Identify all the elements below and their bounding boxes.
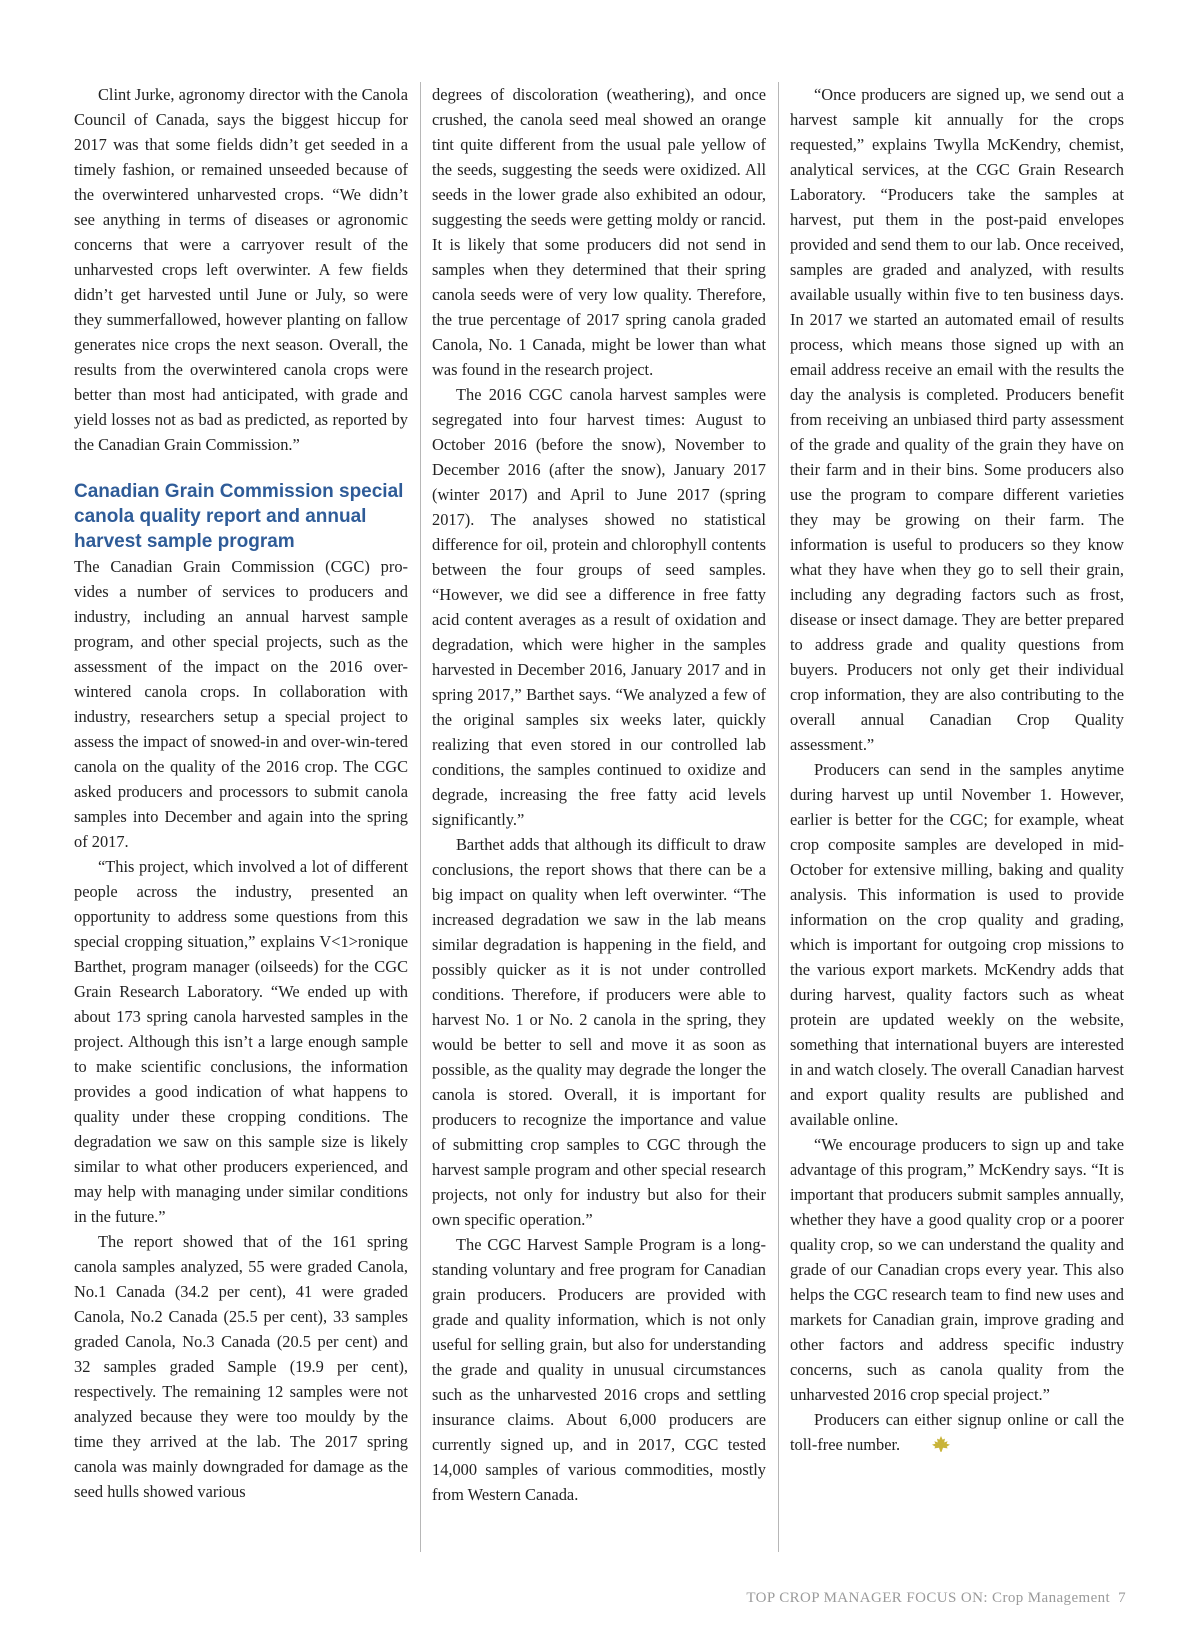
article-paragraph: The Canadian Grain Commission (CGC) pro-vides a number of services to producers and industry, including an annual harvest sample program, and other special projects, such as the assessment of the impact on the 2016 over-wintered canola crops. In collaboration with industry, researchers setup a special project to assess the impact of snowed-in and over-win-tered canola on the quality of the 2016 crop. The CGC asked producers and processors to submit canola samples into December and again into the spring of 2017. — [74, 557, 408, 851]
page-footer — [746, 1590, 1126, 1607]
article-paragraph: The 2016 CGC canola harvest samples were segregated into four harvest times: August to October 2016 (before the snow), November to December 2016 (after the snow), January 2017 (winter 2017) and April to June 2017 (spring 2017). The analyses showed no statistical difference for oil, protein and chlorophyll contents between the four groups of seed samples. “However, we did see a difference in free fatty acid content averages as a result of oxidation and degradation, which were higher in the samples harvested in December 2016, January 2017 and in spring 2017,” Barthet says. “We analyzed a few of the original samples six weeks later, quickly realizing that even stored in our controlled lab conditions, the samples continued to oxidize and degrade, increasing the free fatty acid levels significantly.” — [432, 385, 766, 829]
column-divider — [420, 82, 421, 1552]
page-number: 7 — [1118, 1590, 1126, 1606]
article-paragraph: “Once producers are signed up, we send out a harvest sample kit annually for the crops requested,” explains Twylla McKendry, chemist, analytical services, at the CGC Grain Research Laboratory. “Producers take the samples at harvest, put them in the post-paid envelopes provided and send them to our lab. Once received, samples are graded and analyzed, with results available usually within five to ten business days. In 2017 we started an automated email of results process, which means those signed up with an email address receive an email with the results the day the analysis is completed. Producers benefit from receiving an unbiased third party assessment of the grade and quality of the grain they have on their farm and in their bins. Some producers also use the program to compare different varieties they may be growing on their farm. The information is useful to producers so they know what they have when they go to sell their grain, including any degrading factors such as frost, disease or insect damage. They are better prepared to address grade and quality questions from buyers. Producers not only get their individual crop information, they are also contributing to the overall annual Canadian Crop Quality assessment.” — [790, 85, 1124, 754]
closing-sentence: Producers can either signup online or call the toll-free number. — [790, 1410, 1124, 1454]
article-paragraph: degrees of discoloration (weathering), and once crushed, the canola seed meal showed an orange tint quite different from the usual pale yellow of the seeds, suggesting the seeds were oxidized. All seeds in the lower grade also exhibited an odour, suggesting the seeds were getting moldy or rancid. It is likely that some producers did not send in samples when they determined that their spring canola seeds were of very low quality. Therefore, the true percentage of 2017 spring canola graded Canola, No. 1 Canada, might be lower than what was found in the research project. — [432, 85, 766, 379]
article-paragraph: “We encourage producers to sign up and take advantage of this program,” McKendry says. “It is important that producers submit samples annually, whether they have a good quality crop or a poorer quality crop, so we can understand the quality and grade of our Canadian crops every year. This also helps the CGC research team to find new uses and markets for Canadian grain, improve grading and other factors and address specific industry concerns, such as canola quality from the unharvested 2016 crop special project.” — [790, 1135, 1124, 1404]
article-paragraph: The report showed that of the 161 spring canola samples analyzed, 55 were graded Canola, No.1 Canada (34.2 per cent), 41 were graded Canola, No.2 Canada (25.5 per cent), 33 samples graded Canola, No.3 Canada (20.5 per cent) and 32 samples graded Sample (19.9 per cent), respectively. The remaining 12 samples were not analyzed because they were too mouldy by the time they arrived at the lab. The 2017 spring canola was mainly downgraded for damage as the seed hulls showed various — [74, 1232, 408, 1501]
column-right — [790, 82, 1124, 1457]
article-paragraph-final — [790, 1407, 1124, 1457]
article-paragraph: Clint Jurke, agronomy director with the Canola Council of Canada, says the biggest hiccup for 2017 was that some fields didn’t get seeded in a timely fashion, or remained unseeded because of the overwintered unharvested crops. “We didn’t see anything in terms of diseases or agronomic concerns that were a carryover result of the unharvested crops left overwinter. A few fields didn’t get harvested until June or July, so were they summerfallowed, however planting on fallow generates nice crops the next season. Overall, the results from the overwintered canola crops were better than most had anticipated, with grade and yield losses not as bad as predicted, as reported by the Canadian Grain Commission.” — [74, 85, 408, 454]
column-divider — [778, 82, 779, 1552]
maple-leaf-icon — [906, 1435, 928, 1453]
article-paragraph: “This project, which involved a lot of different people across the industry, presented an opportunity to address some questions from this special cropping situation,” explains V<1>ronique Barthet, program manager (oilseeds) for the CGC Grain Research Laboratory. “We ended up with about 173 spring canola harvested samples in the project. Although this isn’t a large enough sample to make scientific conclusions, the information provides a good indication of what happens to quality under these cropping conditions. The degradation we saw on this sample size is likely similar to what other producers experienced, and may help with managing under similar conditions in the future.” — [74, 857, 408, 1226]
section-subheading: Canadian Grain Commission special canola quality report and annual harvest sample program — [74, 481, 404, 552]
footer-publication: TOP CROP MANAGER FOCUS ON: Crop Management — [746, 1590, 1111, 1606]
column-middle — [432, 82, 766, 1507]
article-paragraph: Barthet adds that although its difficult to draw conclusions, the report shows that there can be a big impact on quality when left overwinter. “The increased degradation we saw in the lab means similar degradation is happening in the field, and possibly quicker as it is not under controlled conditions. Therefore, if producers were able to harvest No. 1 or No. 2 canola in the spring, they would be better to sell and move it as soon as possible, as the quality may degrade the longer the canola is stored. Overall, it is important for producers to recognize the importance and value of submitting crop samples to CGC through the harvest sample program and other special research projects, not only for industry but also for their own specific operation.” — [432, 835, 766, 1229]
article-paragraph: Producers can send in the samples anytime during harvest up until November 1. However, earlier is better for the CGC; for example, wheat crop composite samples are developed in mid-October for extensive milling, baking and quality analysis. This information is used to provide information on the crop quality and grading, which is important for outgoing crop missions to the various export markets. McKendry adds that during harvest, quality factors such as wheat protein are updated weekly on the website, something that international buyers are interested in and watch closely. The overall Canadian harvest and export quality results are published and available online. — [790, 760, 1124, 1129]
column-left — [74, 82, 408, 1504]
article-paragraph: The CGC Harvest Sample Program is a long-standing voluntary and free program for Canadian grain producers. Producers are provided with grade and quality information, which is not only useful for selling grain, but also for understanding the grade and quality in unusual circumstances such as the unharvested 2016 crops and settling insurance claims. About 6,000 producers are currently signed up, and in 2017, CGC tested 14,000 samples of various commodities, mostly from Western Canada. — [432, 1235, 766, 1504]
